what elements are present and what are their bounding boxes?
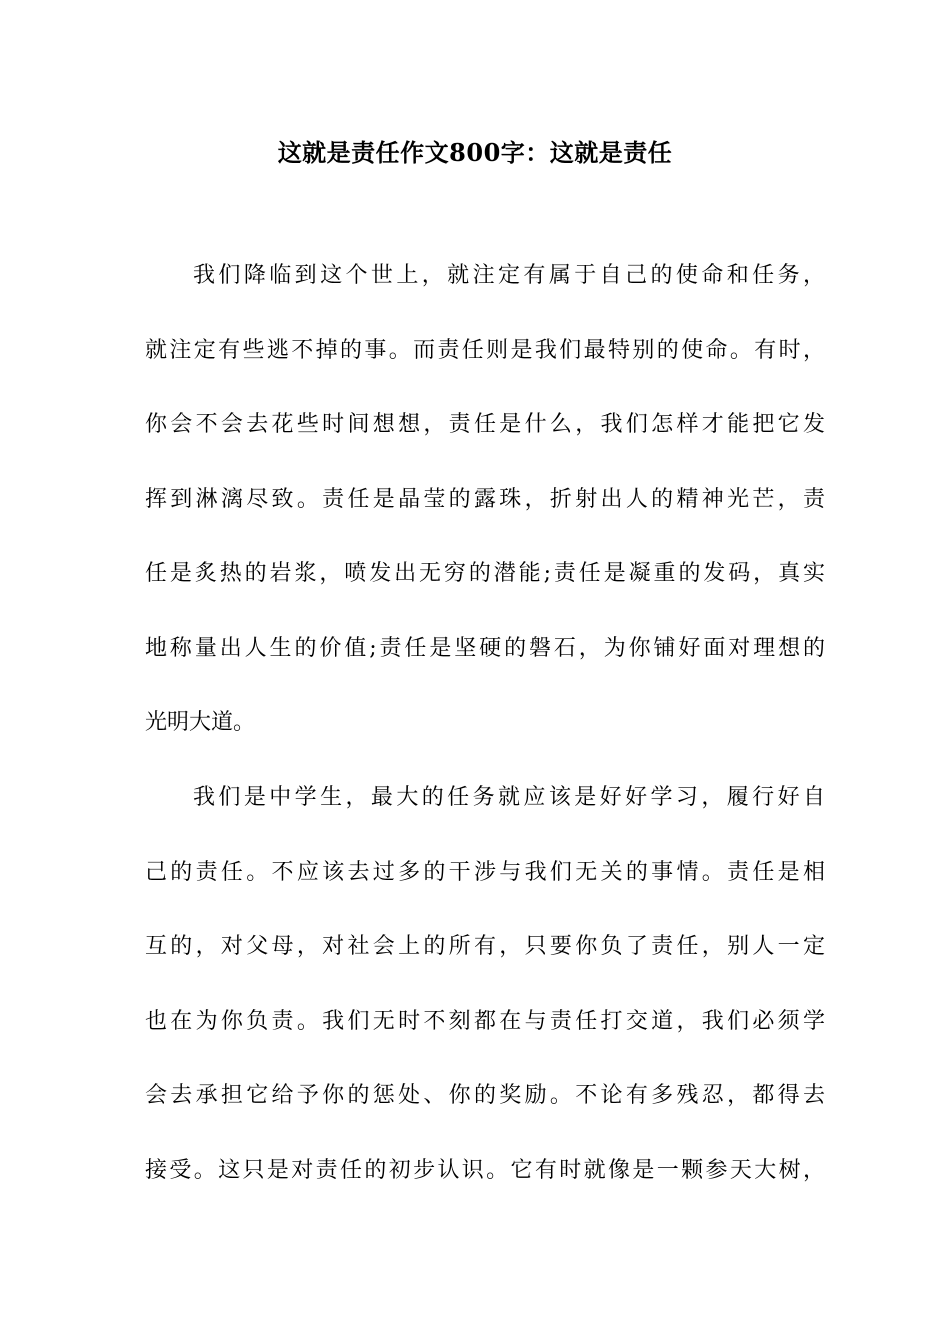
paragraph-1-line-4: 挥到淋漓尽致。责任是晶莹的露珠，折射出人的精神光芒，责 — [145, 487, 825, 512]
paragraph-1-line-2: 就注定有些逃不掉的事。而责任则是我们最特别的使命。有时， — [145, 338, 825, 363]
paragraph-1-line-7: 光明大道。 — [145, 710, 256, 735]
paragraph-2-line-1: 我们是中学生，最大的任务就应该是好好学习，履行好自 — [193, 785, 825, 810]
paragraph-1-line-6: 地称量出人生的价值;责任是坚硬的磐石，为你铺好面对理想的 — [145, 636, 825, 661]
paragraph-2-line-5: 会去承担它给予你的惩处、你的奖励。不论有多残忍，都得去 — [145, 1083, 825, 1108]
paragraph-1-line-3: 你会不会去花些时间想想，责任是什么，我们怎样才能把它发 — [145, 412, 825, 437]
paragraph-2-line-6: 接受。这只是对责任的初步认识。它有时就像是一颗参天大树， — [145, 1158, 825, 1183]
paragraph-2-line-4: 也在为你负责。我们无时不刻都在与责任打交道，我们必须学 — [145, 1009, 825, 1034]
paragraph-1-line-5: 任是炙热的岩浆，喷发出无穷的潜能;责任是凝重的发码，真实 — [145, 561, 825, 586]
paragraph-1-line-1: 我们降临到这个世上，就注定有属于自己的使命和任务， — [193, 263, 825, 288]
document-title: 这就是责任作文800字：这就是责任 — [277, 138, 673, 167]
paragraph-2-line-2: 己的责任。不应该去过多的干涉与我们无关的事情。责任是相 — [145, 860, 825, 885]
paragraph-2-line-3: 互的，对父母，对社会上的所有，只要你负了责任，别人一定 — [145, 934, 825, 959]
